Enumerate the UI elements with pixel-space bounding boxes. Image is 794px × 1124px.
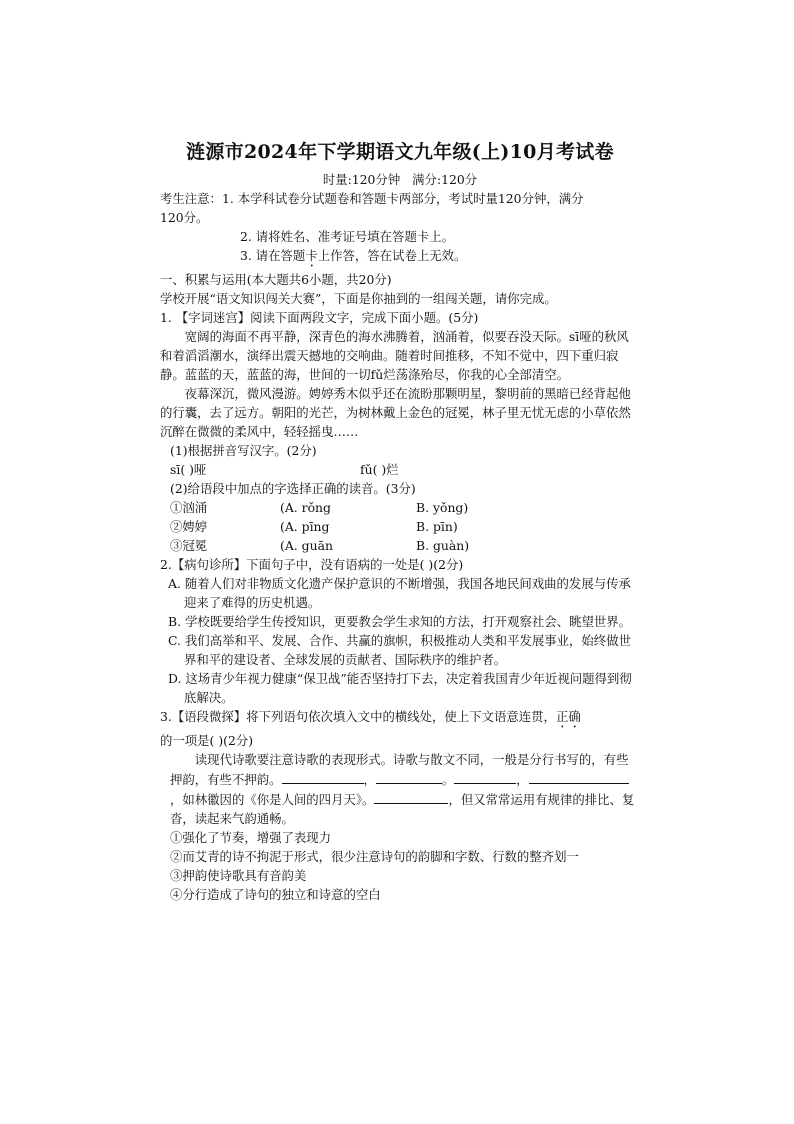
question-3-option-4: ④分行造成了诗句的独立和诗意的空白 [170, 887, 381, 902]
answer-blank [454, 769, 516, 784]
question-2-option-a: A. 随着人们对非物质文化遗产保护意识的不断增强，我国各地民间戏曲的发展与传承迎来了难得的历史机遇。 [168, 576, 631, 610]
exam-time-score [160, 170, 640, 189]
question-3-passage: 读现代诗歌要注意诗歌的表现形式。诗歌与散文不同，一般是分行书写的，有些押韵，有些不押韵。 ， 。 ，，如林徽因的《你是人间的四月天》。 ，但又常常运用有规律的排比、复沓，读起来气韵通畅。 [170, 752, 635, 826]
question-1-passage-1: 宽阔的海面不再平静，深青色的海水沸腾着，汹涌着，似要吞没天际。sī哑的秋风和着滔滔潮水，演绎出震天撼地的交响曲。随着时间推移，不知不觉中，四下重归寂静。蓝蓝的天，蓝蓝的海，世间的一切fǔ烂荡涤殆尽，你我的心全部清空。 [160, 329, 629, 382]
exam-page [160, 138, 640, 904]
section-intro: 学校开展“语文知识闯关大赛”，下面是你抽到的一组闯关题，请你完成。 [160, 291, 557, 306]
question-3-option-1: ①强化了节奏，增强了表现力 [170, 830, 332, 845]
question-2-option-d: D. 这场青少年视力健康“保卫战”能否坚持打下去，决定着我国青少年近视问题得到彻底解决。 [168, 671, 632, 705]
question-1-heading: 1. 【字词迷宫】阅读下面两段文字，完成下面小题。(5分) [160, 310, 479, 325]
pinyin-blank-1: sī( )哑 [170, 462, 207, 477]
notice-item-1: 1. 本学科试卷分试题卷和答题卡两部分，考试时量120分钟，满分 [221, 191, 584, 206]
notice-item-2: 2. 请将姓名、准考证号填在答题卡上。 [240, 229, 455, 244]
question-1-sub-1: (1)根据拼音写汉字。(2分) [170, 443, 317, 458]
notice-block [160, 189, 640, 208]
answer-blank [376, 769, 442, 784]
emphasis-dot-text: 卡 [305, 248, 318, 263]
pinyin-row [160, 460, 640, 479]
question-3-option-2: ②而艾青的诗不拘泥于形式，很少注意诗句的韵脚和字数、行数的整齐划一 [170, 849, 579, 864]
reading-choice-row: ②娉婷 (A. pīng B. pīn) [170, 519, 458, 534]
notice-label: 考生注意： [160, 191, 222, 206]
section-heading: 一、积累与运用(本大题共6小题，共20分) [160, 272, 392, 287]
question-1-sub-2: (2)给语段中加点的字选择正确的读音。(3分) [170, 481, 416, 496]
exam-score: 满分:120分 [412, 172, 478, 187]
emphasis-dot-text: 正确 [555, 709, 581, 724]
pinyin-blank-2: fǔ( )烂 [360, 462, 399, 477]
notice-item-1-cont: 120分。 [160, 210, 209, 225]
answer-blank [282, 769, 364, 784]
question-3-heading: 3.【语段微探】将下列语句依次填入文中的横线处，使上下文语意连贯，正确 [160, 709, 581, 724]
question-2-option-c: C. 我们高举和平、发展、合作、共赢的旗帜，积极推动人类和平发展事业，始终做世界和平的建设者、全球发展的贡献者、国际秩序的维护者。 [168, 633, 631, 667]
question-3-option-3: ③押韵使诗歌具有音韵美 [170, 868, 307, 883]
question-2-heading: 2.【病句诊所】下面句子中，没有语病的一处是( )(2分) [160, 557, 464, 572]
exam-time: 时量:120分钟 [322, 172, 401, 187]
question-1-passage-2: 夜幕深沉，微风漫游。娉婷秀木似乎还在流盼那颗明星，黎明前的黑暗已经背起他的行囊，去了远方。朝阳的光芒，为树林戴上金色的冠冕，林子里无忧无虑的小草依然沉醉在微微的柔风中，轻轻摇曳…… [160, 386, 631, 439]
answer-blank [529, 769, 629, 784]
page-title: 涟源市2024年下学期语文九年级(上)10月考试卷 [186, 141, 614, 163]
reading-choice-row: ①汹涌 (A. rǒng B. yǒng) [170, 500, 469, 515]
reading-choice-row: ③冠冕 (A. guān B. guàn) [170, 538, 470, 553]
question-2-option-b: B. 学校既要给学生传授知识，更要教会学生求知的方法，打开观察社会、眺望世界。 [168, 614, 632, 629]
answer-blank [374, 789, 448, 804]
notice-item-3: 3. 请在答题卡上作答，答在试卷上无效。 [240, 248, 467, 263]
question-3-heading-cont: 的一项是( )(2分) [160, 733, 254, 748]
